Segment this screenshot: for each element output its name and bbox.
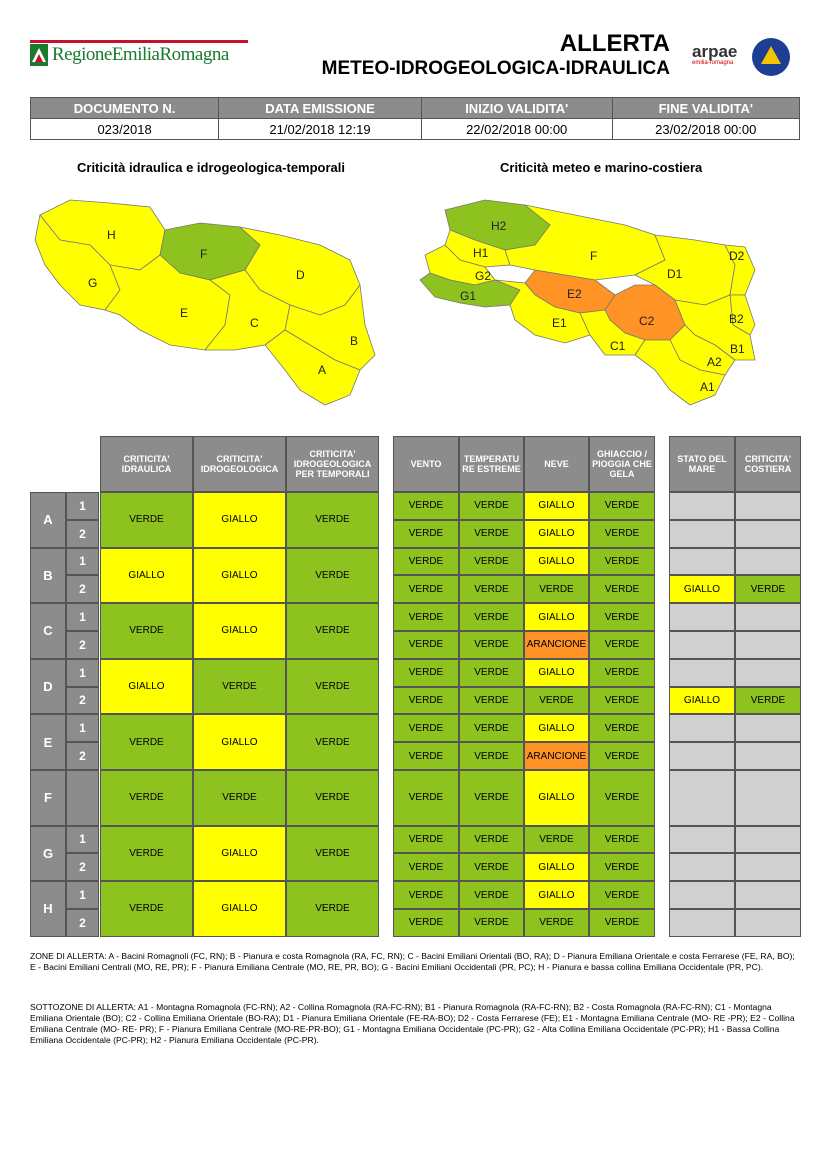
- meteo-cell: VERDE: [393, 659, 459, 687]
- doc-issue-date: 21/02/2018 12:19: [219, 119, 422, 140]
- col-header-meteo: VENTO: [393, 436, 459, 492]
- subzone-label: 1: [66, 881, 99, 909]
- meteo-cell: VERDE: [393, 520, 459, 548]
- page-title: ALLERTA: [559, 30, 670, 57]
- idro-cell: VERDE: [100, 881, 193, 937]
- left-map-title: Criticità idraulica e idrogeologica-temporali: [77, 160, 346, 175]
- meteo-cell: VERDE: [393, 687, 459, 715]
- meteo-cell: VERDE: [393, 603, 459, 631]
- meteo-cell: VERDE: [459, 659, 524, 687]
- meteo-cell: VERDE: [459, 548, 524, 576]
- coast-cell-empty: [735, 742, 801, 770]
- coast-cell-empty: [669, 631, 735, 659]
- left-map-label: G: [88, 276, 98, 290]
- idro-cell: GIALLO: [193, 881, 286, 937]
- col-header-meteo: NEVE: [524, 436, 589, 492]
- right-criticality-map: [415, 185, 785, 415]
- civil-protection-logo-icon: [752, 38, 790, 76]
- meteo-cell: GIALLO: [524, 659, 589, 687]
- meteo-cell: VERDE: [589, 631, 655, 659]
- meteo-cell: VERDE: [589, 548, 655, 576]
- meteo-cell: ARANCIONE: [524, 742, 589, 770]
- coast-cell-empty: [735, 631, 801, 659]
- left-map-label: C: [250, 316, 259, 330]
- meteo-cell: GIALLO: [524, 603, 589, 631]
- zone-label-b: B: [30, 548, 66, 604]
- arpae-logo-text: arpae: [692, 42, 738, 61]
- meteo-cell: VERDE: [524, 909, 589, 937]
- col-header-coast: CRITICITA' COSTIERA: [735, 436, 801, 492]
- idro-cell: VERDE: [286, 659, 379, 715]
- meteo-cell: VERDE: [589, 881, 655, 909]
- zone-label-d: D: [30, 659, 66, 715]
- meteo-cell: VERDE: [459, 520, 524, 548]
- meteo-cell: VERDE: [459, 770, 524, 826]
- col-header-coast: STATO DEL MARE: [669, 436, 735, 492]
- coast-cell-empty: [735, 770, 801, 826]
- meteo-cell: VERDE: [459, 603, 524, 631]
- meteo-cell: VERDE: [459, 742, 524, 770]
- meteo-cell: VERDE: [459, 714, 524, 742]
- right-map-title: Criticità meteo e marino-costiera: [500, 160, 703, 175]
- meteo-cell: GIALLO: [524, 853, 589, 881]
- coast-cell-empty: [669, 909, 735, 937]
- meteo-cell: VERDE: [393, 575, 459, 603]
- meteo-cell: GIALLO: [524, 492, 589, 520]
- left-map-label: H: [107, 228, 116, 242]
- idro-cell: VERDE: [100, 714, 193, 770]
- meteo-cell: VERDE: [393, 714, 459, 742]
- subzone-legend-notes: SOTTOZONE DI ALLERTA: A1 - Montagna Romagnola (FC-RN); A2 - Collina Romagnola (RA-FC-RN); B1 - Pianura Romagnola (RA-FC-RN); B2 - Costa Romagnola (RA-FC-RN); C1 - Montagna Emiliana Orientale (BO); C2 - Collina Emiliana Orientale (BO-RA); D1 - Pianura Emiliana Orientale (FE-RA-BO); D2 - Costa Ferrarese (FE); E1 - Montagna Emiliana Centrale (MO- RE -PR); E2 - Collina Emiliana Centrale (MO- RE- PR); F - Pianura Emiliana Centrale (MO-RE-PR-BO); G1 - Montagna Emiliana Occidentale (PC-PR); G2 - Alta Collina Emiliana Occidentale (PC-PR); H1 - Bassa Collina Emiliana Occidentale (PC-PR); H2 - Pianura Emiliana Occidentale (PC-PR).: [30, 1002, 795, 1045]
- meteo-cell: VERDE: [393, 853, 459, 881]
- col-header-meteo: TEMPERATU RE ESTREME: [459, 436, 524, 492]
- coast-cell-empty: [669, 714, 735, 742]
- idro-cell: VERDE: [286, 881, 379, 937]
- right-map-label: E2: [567, 287, 582, 301]
- right-map-label: D1: [667, 267, 683, 281]
- right-map-label: F: [590, 249, 598, 263]
- coast-cell: GIALLO: [669, 575, 735, 603]
- coast-cell-empty: [735, 826, 801, 854]
- subzone-label: 2: [66, 687, 99, 715]
- meteo-cell: VERDE: [459, 575, 524, 603]
- right-map-label: C2: [639, 314, 655, 328]
- subzone-label: 2: [66, 742, 99, 770]
- meteo-cell: VERDE: [393, 881, 459, 909]
- meteo-cell: VERDE: [393, 548, 459, 576]
- meteo-cell: VERDE: [393, 770, 459, 826]
- coast-cell-empty: [735, 909, 801, 937]
- left-map-label: B: [350, 334, 359, 348]
- meteo-cell: VERDE: [589, 603, 655, 631]
- region-flag-icon: [30, 44, 48, 66]
- coast-cell: VERDE: [735, 687, 801, 715]
- idro-cell: VERDE: [286, 492, 379, 548]
- meteo-cell: VERDE: [589, 770, 655, 826]
- subzone-label: 1: [66, 826, 99, 854]
- left-map-label: A: [318, 363, 327, 377]
- left-map-label: D: [296, 268, 305, 282]
- subzone-label: 1: [66, 714, 99, 742]
- coast-cell-empty: [669, 826, 735, 854]
- right-map-label: H2: [491, 219, 507, 233]
- coast-cell-empty: [669, 770, 735, 826]
- zone-label-f: F: [30, 770, 66, 826]
- meteo-cell: GIALLO: [524, 714, 589, 742]
- meteo-cell: GIALLO: [524, 548, 589, 576]
- coast-cell-empty: [669, 492, 735, 520]
- left-criticality-map: [30, 185, 390, 415]
- coast-cell-empty: [735, 714, 801, 742]
- idro-cell: VERDE: [286, 603, 379, 659]
- zone-label-c: C: [30, 603, 66, 659]
- col-header-idro: CRITICITA' IDROGEOLOGICA: [193, 436, 286, 492]
- meteo-cell: GIALLO: [524, 520, 589, 548]
- idro-cell: GIALLO: [193, 603, 286, 659]
- meteo-cell: VERDE: [459, 881, 524, 909]
- right-map-label: E1: [552, 316, 567, 330]
- col-header-idro: CRITICITA' IDRAULICA: [100, 436, 193, 492]
- coast-cell: VERDE: [735, 575, 801, 603]
- zone-label-h: H: [30, 881, 66, 937]
- coast-cell-empty: [735, 603, 801, 631]
- doc-header-number: DOCUMENTO N.: [31, 98, 219, 119]
- coast-cell-empty: [735, 659, 801, 687]
- idro-cell: VERDE: [286, 826, 379, 882]
- idro-cell: VERDE: [193, 659, 286, 715]
- doc-number: 023/2018: [31, 119, 219, 140]
- idro-cell: VERDE: [193, 770, 286, 826]
- coast-cell-empty: [669, 520, 735, 548]
- doc-valid-from: 22/02/2018 00:00: [421, 119, 612, 140]
- arpae-logo: [692, 42, 737, 66]
- left-map-label: E: [180, 306, 189, 320]
- coast-cell-empty: [735, 853, 801, 881]
- subzone-label: 1: [66, 548, 99, 576]
- subzone-label-empty: [66, 770, 99, 826]
- coast-cell-empty: [735, 548, 801, 576]
- doc-header-valid-from: INIZIO VALIDITA': [421, 98, 612, 119]
- meteo-cell: VERDE: [589, 853, 655, 881]
- idro-cell: GIALLO: [100, 548, 193, 604]
- right-map-label: A2: [707, 355, 722, 369]
- meteo-cell: VERDE: [393, 492, 459, 520]
- doc-header-issue-date: DATA EMISSIONE: [219, 98, 422, 119]
- page-subtitle: METEO-IDROGEOLOGICA-IDRAULICA: [321, 58, 670, 79]
- meteo-cell: VERDE: [524, 687, 589, 715]
- subzone-label: 1: [66, 603, 99, 631]
- subzone-label: 2: [66, 631, 99, 659]
- meteo-cell: VERDE: [589, 742, 655, 770]
- document-info-table: [30, 97, 800, 140]
- meteo-cell: VERDE: [589, 520, 655, 548]
- meteo-cell: VERDE: [459, 909, 524, 937]
- meteo-cell: VERDE: [589, 575, 655, 603]
- meteo-cell: VERDE: [393, 826, 459, 854]
- coast-cell-empty: [735, 492, 801, 520]
- subzone-label: 2: [66, 853, 99, 881]
- idro-cell: GIALLO: [193, 548, 286, 604]
- right-map-label: B2: [729, 312, 744, 326]
- arpae-logo-sub: emilia-romagna: [692, 60, 734, 66]
- idro-cell: VERDE: [100, 770, 193, 826]
- idro-cell: VERDE: [100, 492, 193, 548]
- meteo-cell: VERDE: [459, 687, 524, 715]
- doc-valid-to: 23/02/2018 00:00: [612, 119, 799, 140]
- right-map-label: B1: [730, 342, 745, 356]
- coast-cell-empty: [669, 659, 735, 687]
- logo-bar: [30, 40, 248, 43]
- meteo-cell: VERDE: [393, 909, 459, 937]
- right-map-label: A1: [700, 380, 715, 394]
- subzone-label: 2: [66, 520, 99, 548]
- coast-cell-empty: [669, 853, 735, 881]
- col-header-meteo: GHIACCIO / PIOGGIA CHE GELA: [589, 436, 655, 492]
- coast-cell: GIALLO: [669, 687, 735, 715]
- idro-cell: GIALLO: [193, 492, 286, 548]
- doc-header-valid-to: FINE VALIDITA': [612, 98, 799, 119]
- zone-legend-notes: ZONE DI ALLERTA: A - Bacini Romagnoli (FC, RN); B - Pianura e costa Romagnola (RA, FC, RN); C - Bacini Emiliani Orientali (BO, RA); D - Pianura Emiliana Orientale e costa Ferrarese (FE, RA, BO); E - Bacini Emiliani Centrali (MO, RE, PR); F - Pianura Emiliana Centrale (MO, RE, PR, BO); G - Bacini Emiliani Occidentali (PR, PC); H - Pianura e bassa collina Emiliana Occidentale (PR, PC).: [30, 951, 795, 972]
- right-map-label: G1: [460, 289, 477, 303]
- meteo-cell: GIALLO: [524, 881, 589, 909]
- col-header-idro: CRITICITA' IDROGEOLOGICA PER TEMPORALI: [286, 436, 379, 492]
- meteo-cell: VERDE: [393, 631, 459, 659]
- right-map-label: H1: [473, 246, 489, 260]
- zone-label-e: E: [30, 714, 66, 770]
- zone-label-g: G: [30, 826, 66, 882]
- idro-cell: GIALLO: [100, 659, 193, 715]
- right-map-label: D2: [729, 249, 745, 263]
- idro-cell: VERDE: [286, 770, 379, 826]
- meteo-cell: VERDE: [459, 492, 524, 520]
- idro-cell: VERDE: [100, 826, 193, 882]
- coast-cell-empty: [735, 881, 801, 909]
- meteo-cell: VERDE: [524, 826, 589, 854]
- meteo-cell: VERDE: [589, 492, 655, 520]
- idro-cell: GIALLO: [193, 826, 286, 882]
- idro-cell: VERDE: [286, 714, 379, 770]
- meteo-cell: GIALLO: [524, 770, 589, 826]
- meteo-cell: VERDE: [589, 909, 655, 937]
- subzone-label: 1: [66, 492, 99, 520]
- meteo-cell: VERDE: [393, 742, 459, 770]
- idro-cell: GIALLO: [193, 714, 286, 770]
- coast-cell-empty: [669, 742, 735, 770]
- coast-cell-empty: [669, 548, 735, 576]
- meteo-cell: ARANCIONE: [524, 631, 589, 659]
- meteo-cell: VERDE: [589, 714, 655, 742]
- right-map-label: C1: [610, 339, 626, 353]
- meteo-cell: VERDE: [589, 687, 655, 715]
- idro-cell: VERDE: [286, 548, 379, 604]
- meteo-cell: VERDE: [589, 659, 655, 687]
- left-map-label: F: [200, 247, 208, 261]
- coast-cell-empty: [669, 881, 735, 909]
- region-logo: RegioneEmiliaRomagna: [52, 44, 229, 65]
- meteo-cell: VERDE: [459, 826, 524, 854]
- meteo-cell: VERDE: [589, 826, 655, 854]
- zone-label-a: A: [30, 492, 66, 548]
- subzone-label: 1: [66, 659, 99, 687]
- subzone-label: 2: [66, 909, 99, 937]
- meteo-cell: VERDE: [524, 575, 589, 603]
- idro-cell: VERDE: [100, 603, 193, 659]
- meteo-cell: VERDE: [459, 853, 524, 881]
- meteo-cell: VERDE: [459, 631, 524, 659]
- coast-cell-empty: [669, 603, 735, 631]
- coast-cell-empty: [735, 520, 801, 548]
- subzone-label: 2: [66, 575, 99, 603]
- right-map-label: G2: [475, 269, 492, 283]
